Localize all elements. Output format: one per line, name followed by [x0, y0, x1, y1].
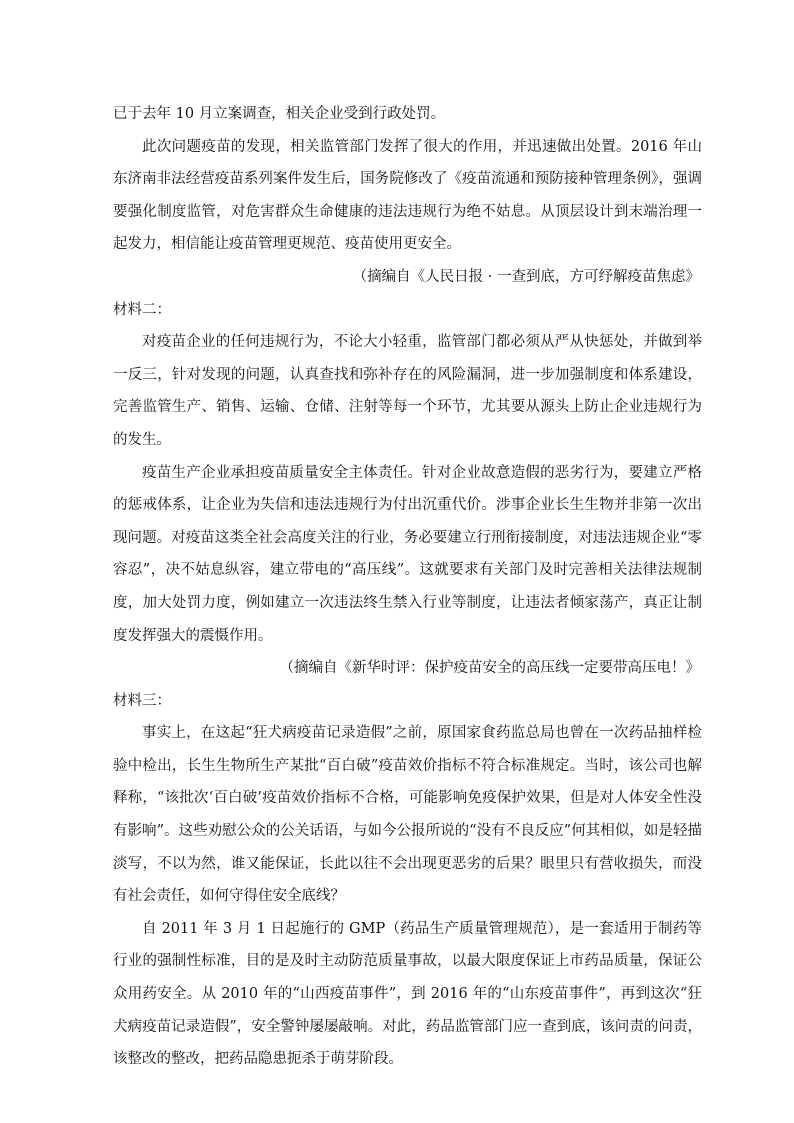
material1-source: （摘编自《人民日报 · 一查到底，方可纾解疫苗焦虑》 [352, 268, 700, 285]
material2-label: 材料二： [113, 301, 171, 318]
material3-label: 材料三： [113, 692, 171, 709]
material1-paragraph-2: 此次问题疫苗的发现，相关监管部门发挥了很大的作用，并迅速做出处置。2016 年山东济南非法经营疫苗系列案件发生后，国务院修改了《疫苗流通和预防接种管理条例》，强调要强化制度监管，对危害群众生命健康的违法违规行为绝不姑息。从顶层设计到末端治理一起发力，相信能让疫苗管理更规范、疫苗使用更安全。 [113, 138, 702, 253]
material2-source: （摘编自《新华时评：保护疫苗安全的高压线一定要带高压电！》 [279, 660, 700, 677]
material2-paragraph-1: 对疫苗企业的任何违规行为，不论大小轻重，监管部门都必须从严从快惩处，并做到举一反三，针对发现的问题，认真查找和弥补存在的风险漏洞，进一步加强制度和体系建设，完善监管生产、销售、运输、仓储、注射等每一个环节，尤其要从源头上防止企业违规行为的发生。 [113, 334, 702, 448]
material3-paragraph-2: 自 2011 年 3 月 1 日起施行的 GMP（药品生产质量管理规范），是一套适用于制药等行业的强制性标准，目的是及时主动防范质量事故，以最大限度保证上市药品质量，保证公众用药安全。从 2010 年的“山西疫苗事件”，到 2016 年的“山东疫苗事件”，再到这次“狂犬病疫苗记录造假”，安全警钟屡屡敲响。对此，药品监管部门应一查到底，该问责的问责，该整改的整改，把药品隐患扼杀于萌芽阶段。 [113, 920, 702, 1068]
material1-tail-paragraph: 已于去年 10 月立案调查，相关企业受到行政处罚。 [113, 106, 446, 122]
material3-paragraph-1: 事实上，在这起“狂犬病疫苗记录造假”之前，原国家食药监总局也曾在一次药品抽样检验中检出，长生生物所生产某批“百白破”疫苗效价指标不符合标准规定。当时，该公司也解释称，“该批次‘百白破’疫苗效价指标不合格，可能影响免疫保护效果，但是对人体安全性没有影响”。这些劝慰公众的公关话语，与如今公报所说的“没有不良反应”何其相似，如是轻描淡写，不以为然，谁又能保证，长此以往不会出现更恶劣的后果？眼里只有营收损失，而没有社会责任，如何守得住安全底线？ [113, 725, 702, 905]
material2-paragraph-2: 疫苗生产企业承担疫苗质量安全主体责任。针对企业故意造假的恶劣行为，要建立严格的惩戒体系，让企业为失信和违法违规行为付出沉重代价。涉事企业长生生物并非第一次出现问题。对疫苗这类全社会高度关注的行业，务必要建立行刑衔接制度，对违法违规企业“零容忍”，决不姑息纵容，建立带电的“高压线”。这就要求有关部门及时完善相关法律法规制度，加大处罚力度，例如建立一次违法终生禁入行业等制度，让违法者倾家荡产，真正让制度发挥强大的震慑作用。 [113, 464, 702, 644]
